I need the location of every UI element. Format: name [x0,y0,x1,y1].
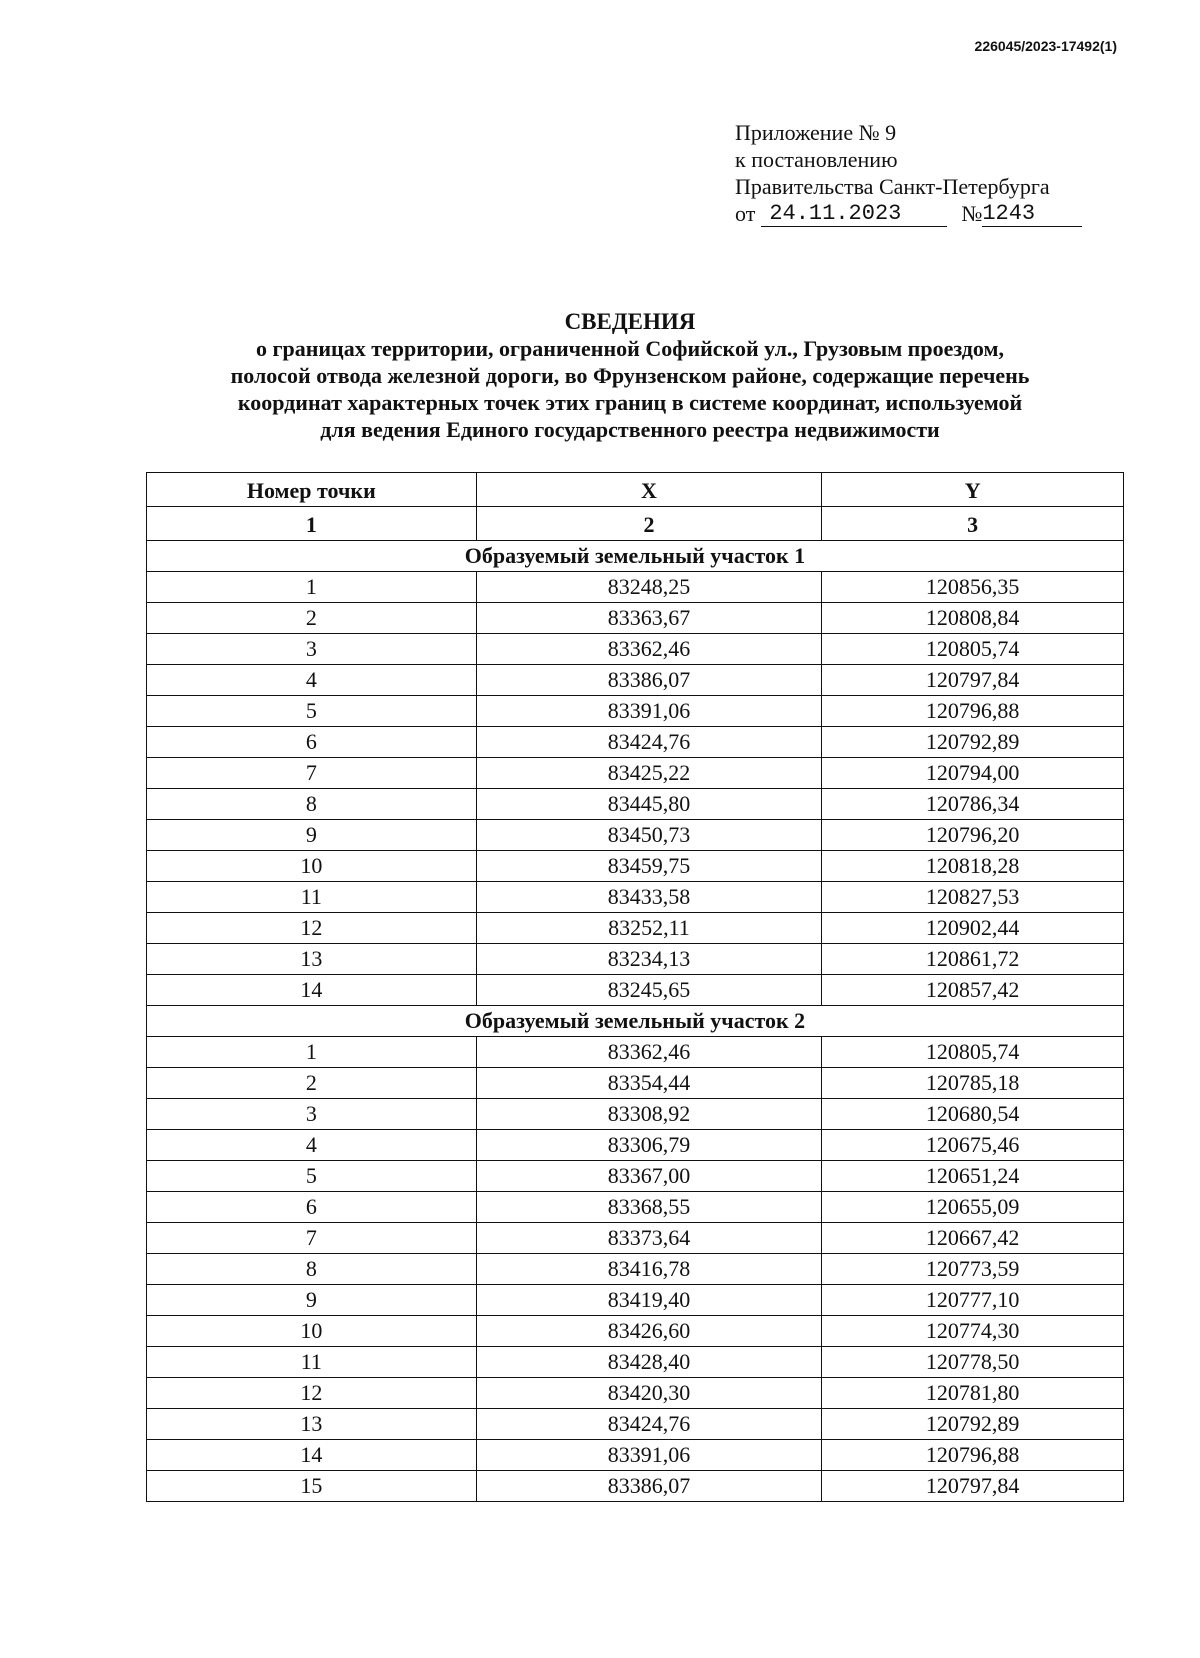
x-coordinate-cell: 83245,65 [476,975,822,1006]
x-coordinate-cell: 83362,46 [476,1037,822,1068]
coordinates-table [146,472,1124,1502]
table-row [147,572,1124,603]
table-row [147,1378,1124,1409]
y-coordinate-cell: 120796,88 [822,696,1124,727]
table-row [147,1068,1124,1099]
header-row [147,473,1124,507]
table-row [147,975,1124,1006]
x-coordinate-cell: 83426,60 [476,1316,822,1347]
document-number: 226045/2023-17492(1) [974,38,1117,54]
document-title [140,308,1120,443]
point-number-cell: 6 [147,727,477,758]
point-number-cell: 3 [147,634,477,665]
title-line-3: координат характерных точек этих границ в системе координат, используемой [237,390,1023,415]
section-row [147,541,1124,572]
y-coordinate-cell: 120680,54 [822,1099,1124,1130]
point-number-cell: 10 [147,1316,477,1347]
point-number-cell: 14 [147,1440,477,1471]
column-number: 1 [147,507,477,541]
y-coordinate-cell: 120808,84 [822,603,1124,634]
point-number-cell: 5 [147,696,477,727]
table-row [147,1130,1124,1161]
appendix-line-3: Правительства Санкт-Петербурга [735,174,1050,199]
column-number: 2 [476,507,822,541]
table-row [147,603,1124,634]
appendix-line-1: Приложение № 9 [735,120,897,145]
table-row [147,1037,1124,1068]
y-coordinate-cell: 120827,53 [822,882,1124,913]
y-coordinate-cell: 120797,84 [822,665,1124,696]
table-row [147,1254,1124,1285]
point-number-cell: 8 [147,789,477,820]
point-number-cell: 1 [147,1037,477,1068]
x-coordinate-cell: 83391,06 [476,1440,822,1471]
y-coordinate-cell: 120856,35 [822,572,1124,603]
x-coordinate-cell: 83306,79 [476,1130,822,1161]
table-row [147,1347,1124,1378]
from-label: от [735,201,756,226]
x-coordinate-cell: 83420,30 [476,1378,822,1409]
point-number-cell: 14 [147,975,477,1006]
y-coordinate-cell: 120785,18 [822,1068,1124,1099]
table-row [147,1316,1124,1347]
point-number-cell: 12 [147,913,477,944]
point-number-cell: 11 [147,882,477,913]
point-number-cell: 1 [147,572,477,603]
y-coordinate-cell: 120902,44 [822,913,1124,944]
point-number-cell: 7 [147,758,477,789]
table-row [147,1471,1124,1502]
point-number-cell: 2 [147,1068,477,1099]
section-title: Образуемый земельный участок 2 [147,1006,1124,1037]
x-coordinate-cell: 83433,58 [476,882,822,913]
point-number-cell: 11 [147,1347,477,1378]
point-number-cell: 9 [147,1285,477,1316]
x-coordinate-cell: 83386,07 [476,665,822,696]
table-row [147,944,1124,975]
point-number-cell: 4 [147,1130,477,1161]
x-coordinate-cell: 83373,64 [476,1223,822,1254]
header-x: X [476,473,822,507]
x-coordinate-cell: 83234,13 [476,944,822,975]
point-number-cell: 7 [147,1223,477,1254]
table-row [147,1099,1124,1130]
table-row [147,758,1124,789]
x-coordinate-cell: 83252,11 [476,913,822,944]
appendix-date-line [735,200,1082,227]
x-coordinate-cell: 83445,80 [476,789,822,820]
y-coordinate-cell: 120781,80 [822,1378,1124,1409]
table-row [147,665,1124,696]
x-coordinate-cell: 83354,44 [476,1068,822,1099]
point-number-cell: 9 [147,820,477,851]
point-number-cell: 5 [147,1161,477,1192]
y-coordinate-cell: 120778,50 [822,1347,1124,1378]
appendix-line-2: к постановлению [735,147,898,172]
header-point-number: Номер точки [147,473,477,507]
x-coordinate-cell: 83424,76 [476,1409,822,1440]
header-y: Y [822,473,1124,507]
resolution-date: 24.11.2023 [761,202,947,227]
table-row [147,1161,1124,1192]
x-coordinate-cell: 83428,40 [476,1347,822,1378]
y-coordinate-cell: 120796,20 [822,820,1124,851]
x-coordinate-cell: 83386,07 [476,1471,822,1502]
title-heading: СВЕДЕНИЯ [564,309,696,334]
x-coordinate-cell: 83391,06 [476,696,822,727]
x-coordinate-cell: 83450,73 [476,820,822,851]
y-coordinate-cell: 120861,72 [822,944,1124,975]
column-number: 3 [822,507,1124,541]
x-coordinate-cell: 83424,76 [476,727,822,758]
section-row [147,1006,1124,1037]
table-body [147,507,1124,1502]
table-row [147,1409,1124,1440]
y-coordinate-cell: 120857,42 [822,975,1124,1006]
y-coordinate-cell: 120777,10 [822,1285,1124,1316]
title-line-2: полосой отвода железной дороги, во Фрунзенском районе, содержащие перечень [230,363,1030,388]
point-number-cell: 10 [147,851,477,882]
point-number-cell: 3 [147,1099,477,1130]
point-number-cell: 12 [147,1378,477,1409]
table-row [147,820,1124,851]
y-coordinate-cell: 120796,88 [822,1440,1124,1471]
appendix-block [735,119,1082,227]
title-line-4: для ведения Единого государственного реестра недвижимости [320,417,940,442]
resolution-number: 1243 [982,202,1082,227]
x-coordinate-cell: 83248,25 [476,572,822,603]
y-coordinate-cell: 120774,30 [822,1316,1124,1347]
section-title: Образуемый земельный участок 1 [147,541,1124,572]
table-row [147,1192,1124,1223]
table-row [147,696,1124,727]
x-coordinate-cell: 83459,75 [476,851,822,882]
point-number-cell: 2 [147,603,477,634]
y-coordinate-cell: 120792,89 [822,727,1124,758]
y-coordinate-cell: 120797,84 [822,1471,1124,1502]
y-coordinate-cell: 120794,00 [822,758,1124,789]
table-row [147,727,1124,758]
x-coordinate-cell: 83308,92 [476,1099,822,1130]
table-row [147,1285,1124,1316]
point-number-cell: 8 [147,1254,477,1285]
table-row [147,634,1124,665]
y-coordinate-cell: 120786,34 [822,789,1124,820]
table-row [147,882,1124,913]
x-coordinate-cell: 83425,22 [476,758,822,789]
title-line-1: о границах территории, ограниченной Софийской ул., Грузовым проездом, [255,336,1004,361]
y-coordinate-cell: 120667,42 [822,1223,1124,1254]
point-number-cell: 6 [147,1192,477,1223]
y-coordinate-cell: 120805,74 [822,634,1124,665]
point-number-cell: 13 [147,1409,477,1440]
y-coordinate-cell: 120651,24 [822,1161,1124,1192]
y-coordinate-cell: 120805,74 [822,1037,1124,1068]
point-number-cell: 4 [147,665,477,696]
x-coordinate-cell: 83368,55 [476,1192,822,1223]
y-coordinate-cell: 120675,46 [822,1130,1124,1161]
table-row [147,789,1124,820]
x-coordinate-cell: 83363,67 [476,603,822,634]
y-coordinate-cell: 120818,28 [822,851,1124,882]
table-row [147,1440,1124,1471]
point-number-cell: 13 [147,944,477,975]
y-coordinate-cell: 120655,09 [822,1192,1124,1223]
x-coordinate-cell: 83416,78 [476,1254,822,1285]
x-coordinate-cell: 83419,40 [476,1285,822,1316]
table-row [147,851,1124,882]
number-sign: № [961,201,983,226]
x-coordinate-cell: 83362,46 [476,634,822,665]
y-coordinate-cell: 120792,89 [822,1409,1124,1440]
point-number-cell: 15 [147,1471,477,1502]
table-row [147,1223,1124,1254]
table-row [147,913,1124,944]
column-number-row [147,507,1124,541]
y-coordinate-cell: 120773,59 [822,1254,1124,1285]
x-coordinate-cell: 83367,00 [476,1161,822,1192]
